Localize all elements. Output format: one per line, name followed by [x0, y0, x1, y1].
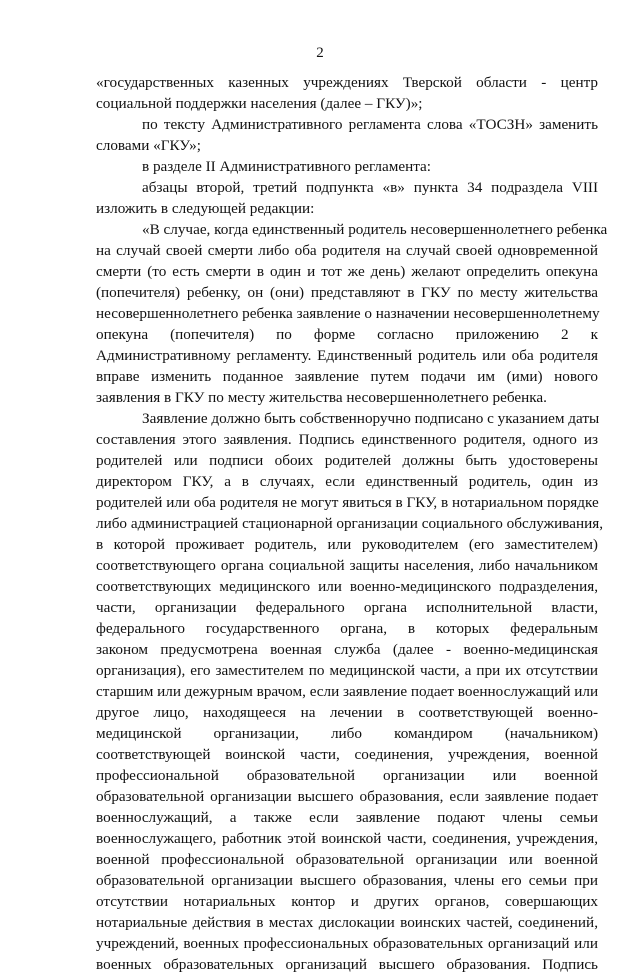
text-line: либо администрацией стационарной организации социального обслуживания, [96, 515, 604, 532]
text-line: Заявление должно быть собственноручно подписано с указанием даты [142, 410, 600, 427]
text-line: в которой проживает родитель, или руководителем (его заместителем) [96, 536, 598, 553]
text-line: на случай своей смерти либо оба родителя на случай своей одновременной [96, 242, 598, 259]
text-line: опекуна (попечителя) по форме согласно приложению 2 к [96, 326, 598, 343]
text-line: директором ГКУ, а в случаях, если единственный родитель, один из [96, 473, 598, 490]
text-line: учреждений, военных профессиональных образовательных организаций или [96, 935, 598, 952]
text-line: военной профессиональной образовательной организации или военной [96, 851, 598, 868]
text-line: военных образовательных организаций высшего образования. Подпись [96, 956, 598, 973]
text-line: родителей или подписи обоих родителей должны быть удостоверены [96, 452, 598, 469]
text-line: Административному регламенту. Единственный родитель или оба родителя [96, 347, 598, 364]
text-line: организация), его заместителем по медицинской части, а при их отсутствии [96, 662, 598, 679]
text-line: военнослужащего, работник этой воинской части, соединения, учреждения, [96, 830, 598, 847]
text-line: другое лицо, находящееся на лечении в соответствующей военно- [96, 704, 598, 721]
text-line: изложить в следующей редакции: [96, 200, 315, 217]
text-line: соответствующего органа социальной защиты населения, либо начальником [96, 557, 598, 574]
text-line: медицинской организации, либо командиром (начальником) [96, 725, 598, 742]
text-line: вправе изменить поданное заявление путем подачи им (ими) нового [96, 368, 598, 385]
text-line: (попечителя) ребенку, он (они) представляют в ГКУ по месту жительства [96, 284, 598, 301]
text-line: образовательной организации высшего образования, если заявление подает [96, 788, 598, 805]
text-line: абзацы второй, третий подпункта «в» пункта 34 подраздела VIII [142, 179, 598, 196]
text-line: федерального государственного органа, в которых федеральным [96, 620, 598, 637]
text-line: в разделе II Административного регламента: [142, 158, 431, 175]
text-line: законом предусмотрена военная служба (далее - военно-медицинская [96, 641, 598, 658]
text-line: нотариальные действия в местах дислокации воинских частей, соединений, [96, 914, 598, 931]
text-line: смерти (то есть смерти в один и тот же день) желают определить опекуна [96, 263, 598, 280]
text-line: словами «ГКУ»; [96, 137, 201, 154]
text-line: военнослужащий, а также если заявление подают члены семьи [96, 809, 598, 826]
text-line: по тексту Административного регламента слова «ТОСЗН» заменить [142, 116, 598, 133]
text-line: профессиональной образовательной организации или военной [96, 767, 598, 784]
text-line: родителей или оба родителя не могут явиться в ГКУ, в нотариальном порядке [96, 494, 599, 511]
text-line: несовершеннолетнего ребенка заявление о назначении несовершеннолетнему [96, 305, 600, 322]
page-number: 2 [316, 45, 324, 61]
text-line: отсутствии нотариальных контор и других органов, совершающих [96, 893, 598, 910]
text-line: социальной поддержки населения (далее – ГКУ)»; [96, 95, 423, 112]
text-line: соответствующих медицинского или военно-медицинского подразделения, [96, 578, 598, 595]
text-line: «В случае, когда единственный родитель несовершеннолетнего ребенка [142, 221, 608, 238]
text-line: старшим или дежурным врачом, если заявление подает военнослужащий или [96, 683, 599, 700]
document-body [96, 72, 608, 975]
text-line: соответствующей воинской части, соединения, учреждения, военной [96, 746, 598, 763]
text-line: части, организации федерального органа исполнительной власти, [96, 599, 598, 616]
text-line: образовательной организации высшего образования, члены его семьи при [96, 872, 598, 889]
text-line: «государственных казенных учреждениях Тверской области - центр [96, 74, 598, 91]
text-line: составления этого заявления. Подпись единственного родителя, одного из [96, 431, 598, 448]
text-line: заявления в ГКУ по месту жительства несовершеннолетнего ребенка. [96, 389, 547, 406]
